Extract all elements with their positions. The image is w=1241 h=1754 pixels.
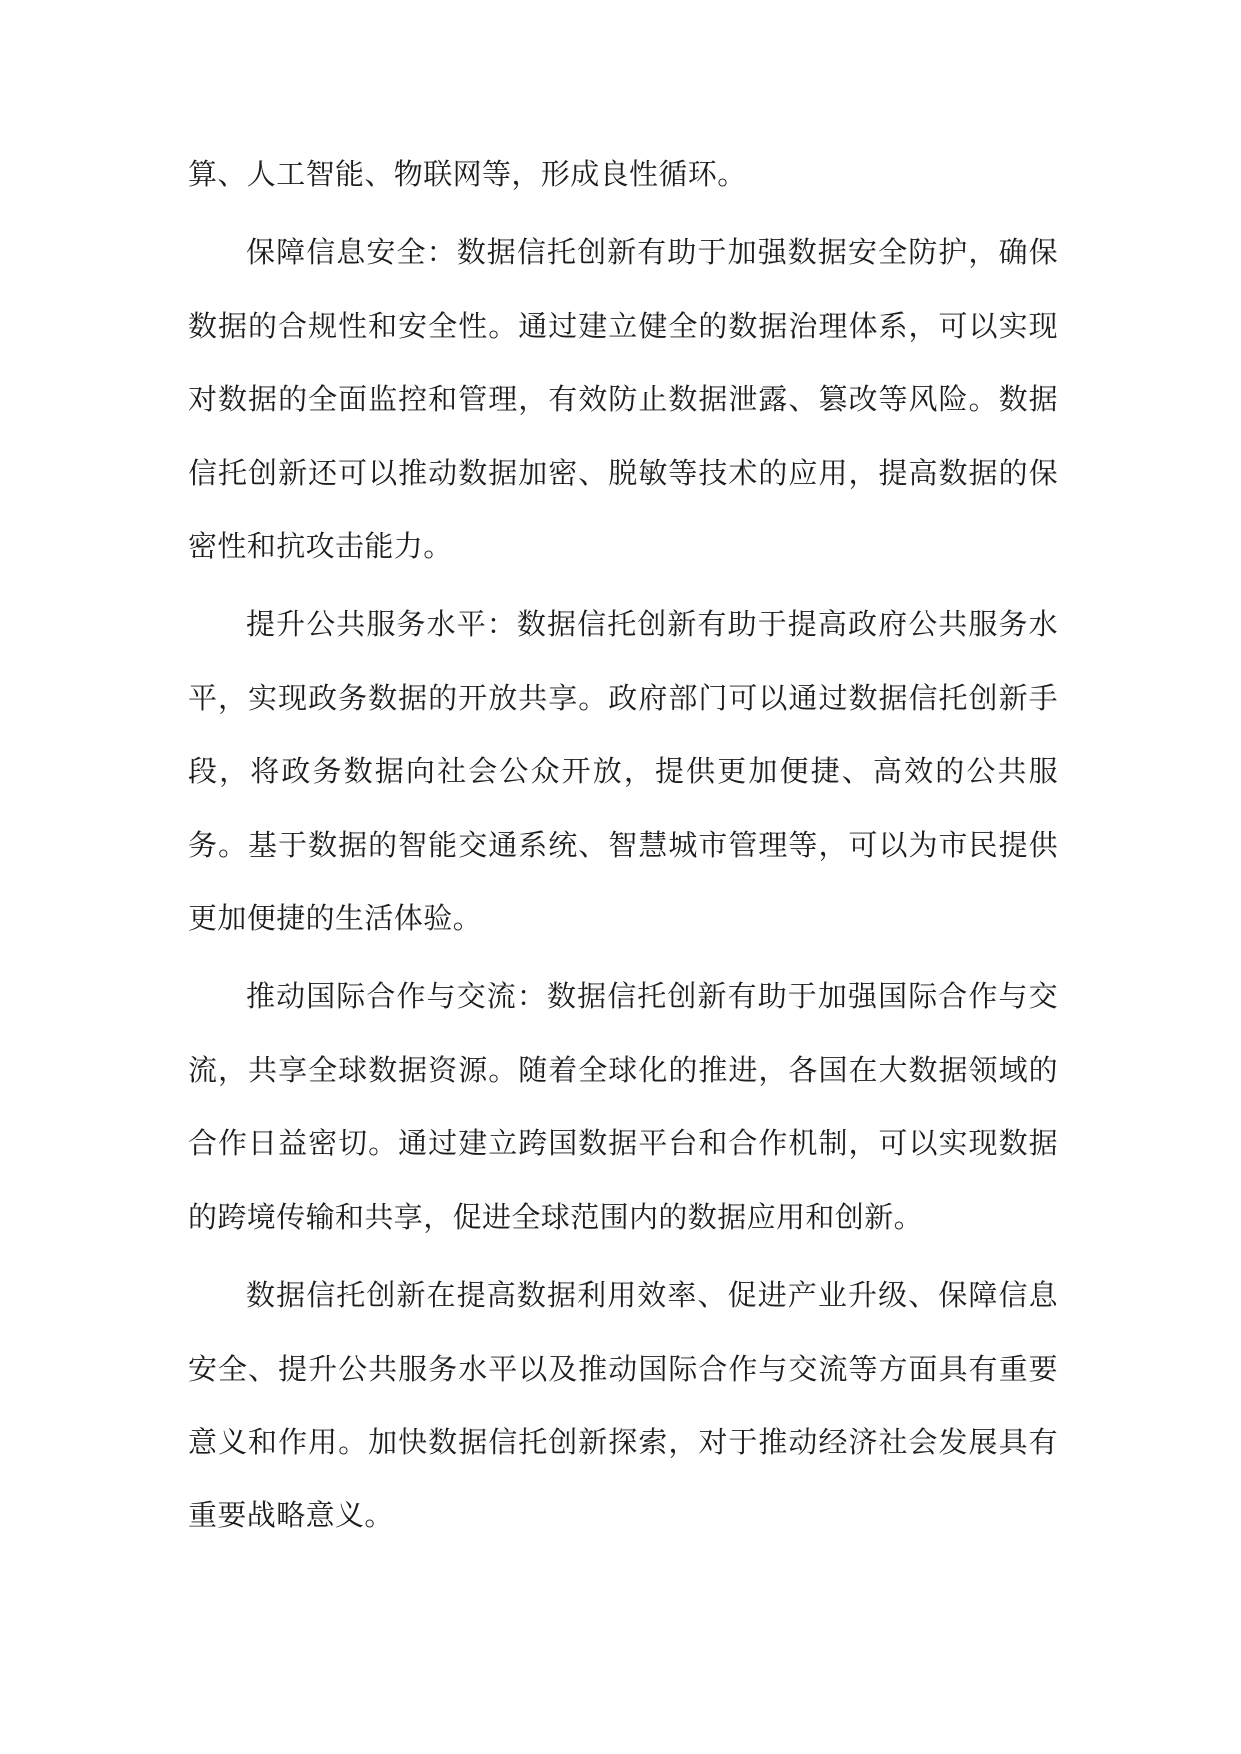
- document-body: [188, 138, 1058, 1558]
- paragraph-conclusion: 数据信托创新在提高数据利用效率、促进产业升级、保障信息安全、提升公共服务水平以及推动国际合作与交流等方面具有重要意义和作用。加快数据信托创新探索，对于推动经济社会发展具有重要战略意义。: [188, 1278, 1058, 1533]
- paragraph-information-security: 保障信息安全：数据信托创新有助于加强数据安全防护，确保数据的合规性和安全性。通过建立健全的数据治理体系，可以实现对数据的全面监控和管理，有效防止数据泄露、篡改等风险。数据信托创新还可以推动数据加密、脱敏等技术的应用，提高数据的保密性和抗攻击能力。: [188, 235, 1058, 564]
- paragraph-international-cooperation: 推动国际合作与交流：数据信托创新有助于加强国际合作与交流，共享全球数据资源。随着全球化的推进，各国在大数据领域的合作日益密切。通过建立跨国数据平台和合作机制，可以实现数据的跨境传输和共享，促进全球范围内的数据应用和创新。: [188, 979, 1058, 1234]
- paragraph-public-service: 提升公共服务水平：数据信托创新有助于提高政府公共服务水平，实现政务数据的开放共享。政府部门可以通过数据信托创新手段，将政务数据向社会公众开放，提供更加便捷、高效的公共服务。基于数据的智能交通系统、智慧城市管理等，可以为市民提供更加便捷的生活体验。: [188, 607, 1058, 936]
- paragraph-continued: 算、人工智能、物联网等，形成良性循环。: [188, 157, 747, 191]
